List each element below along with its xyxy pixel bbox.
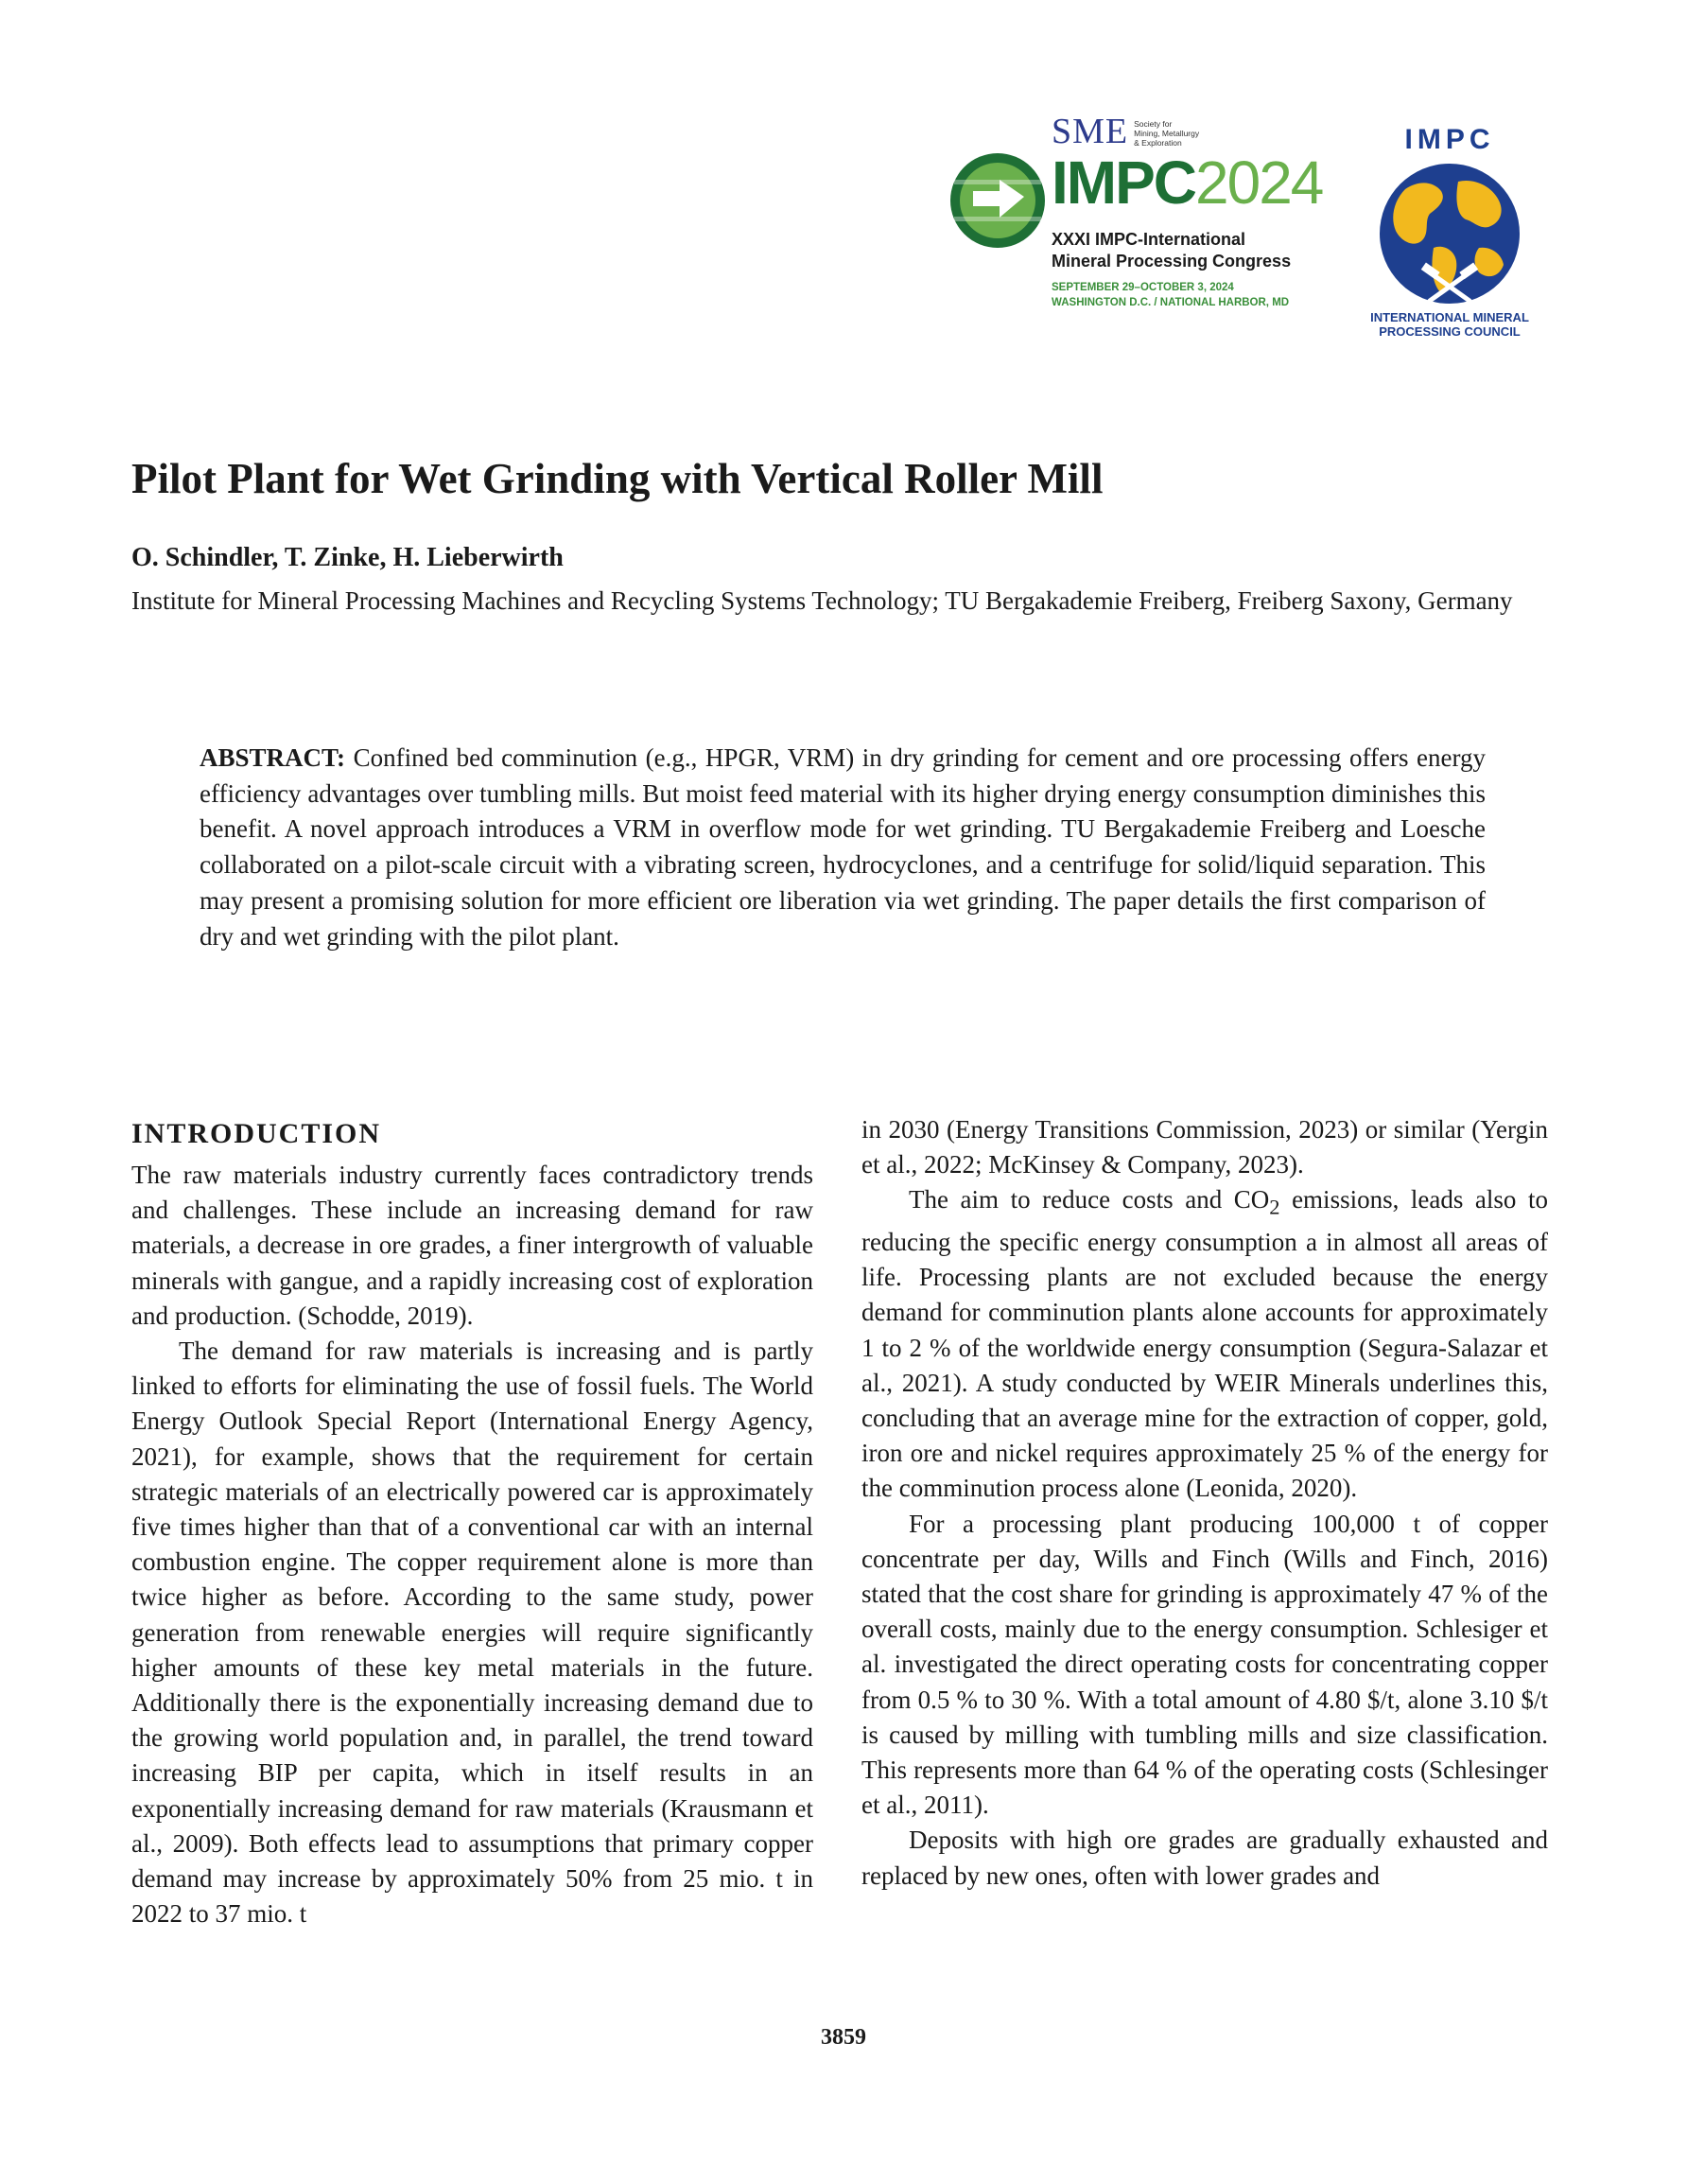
body-paragraph: The demand for raw materials is increasing and is partly linked to efforts for eliminating the use of fossil fuels. The World Energy Outlook Special Report (International Energy Agency, 2021), for example, shows that the requirement for certain strategic materials of an electrically powered car is approximately five times higher than that of a conventional car with an internal combustion engine. The copper requirement alone is more than twice higher as before. According to the same study, power generation from renewable energies will require significantly higher amounts of these key metal materials in the future. Additionally there is the exponentially increasing demand due to the growing world population and, in parallel, the trend toward increasing BIP per capita, which in itself results in an exponentially increasing demand for raw materials (Krausmann et al., 2009). Both effects lead to assumptions that primary copper demand may increase by approximately 50% from 25 mio. t in 2022 to 37 mio. t — [131, 1337, 813, 1929]
subscript: 2 — [1269, 1195, 1280, 1219]
body-paragraph: The aim to reduce costs and $CO_2$ emissions, leads also to reducing the specific energy consumption a in almost all areas of life. Processing plants are not excluded because the energy demand for comminution plants alone accounts for approximately 1 to 2 % of the worldwide energy consumption (Segura-Salazar et al., 2021). A study conducted by WEIR Minerals underlines this, concluding that an average mine for the extraction of copper, gold, iron ore and nickel requires approximately 25 % of the energy for the comminution process alone (Leonida, 2020). — [861, 1185, 1548, 1503]
page-number: 3859 — [821, 2025, 866, 2050]
paper-authors: O. Schindler, T. Zinke, H. Lieberwirth — [131, 543, 564, 572]
congress-date-location: SEPTEMBER 29–OCTOBER 3, 2024 WASHINGTON D.C. / NATIONAL HARBOR, MD — [1052, 282, 1290, 308]
section-heading-introduction: INTRODUCTION — [131, 1118, 382, 1149]
paper-title: Pilot Plant for Wet Grinding with Vertical Roller Mill — [131, 455, 1104, 502]
impc-arrow-badge-icon — [948, 151, 1047, 250]
sme-subtitle: Society for Mining, Metallurgy & Exploration — [1134, 119, 1200, 148]
congress-name: XXXI IMPC-International Mineral Processing Congress — [1052, 230, 1292, 271]
abstract-text: Confined bed comminution (e.g., HPGR, VRM) in dry grinding for cement and ore processing offers energy efficiency advantages over tumbling mills. But moist feed material with its higher drying energy consumption diminishes this benefit. A novel approach introduces a VRM in overflow mode for wet grinding. TU Bergakademie Freiberg and Loesche collaborated on a pilot-scale circuit with a vibrating screen, hydrocyclones, and a centrifuge for solid/liquid separation. This may present a promising solution for more efficient ore liberation via wet grinding. The paper details the first comparison of dry and wet grinding with the pilot plant. — [200, 743, 1486, 951]
impc-council-logo — [1358, 125, 1541, 339]
right-column — [861, 1112, 1548, 1894]
abstract — [200, 741, 1486, 954]
abstract-label: ABSTRACT: — [200, 743, 346, 772]
council-acronym: IMPC — [1404, 124, 1495, 155]
sme-logo — [1052, 114, 1199, 149]
globe-hammers-icon — [1367, 161, 1532, 306]
body-paragraph: For a processing plant producing 100,000 t of copper concentrate per day, Wills and Finch (Wills and Finch, 2016) stated that the cost share for grinding is approximately 47 % of the overall costs, mainly due to the energy consumption. Schlesiger et al. investigated the direct operating costs for concentrating copper from 0.5 % to 30 %. With a total amount of 4.80 $/t, alone 3.10 $/t is caused by milling with tumbling mills and size classification. This represents more than 64 % of the operating costs (Schlesinger et al., 2011). — [861, 1509, 1548, 1820]
body-paragraph: Deposits with high ore grades are gradually exhausted and replaced by new ones, often with lower grades and — [861, 1826, 1548, 1890]
impc-2024-title: IMPC2024 — [1052, 149, 1323, 217]
sme-wordmark: SME — [1052, 112, 1129, 151]
body-paragraph: The raw materials industry currently faces contradictory trends and challenges. These include an increasing demand for raw materials, a decrease in ore grades, a finer intergrowth of valuable minerals with gangue, and a rapidly increasing cost of exploration and production. (Schodde, 2019). — [131, 1161, 813, 1330]
body-paragraph: in 2030 (Energy Transitions Commission, 2023) or similar (Yergin et al., 2022; McKinsey & Company, 2023). — [861, 1115, 1548, 1179]
council-name: INTERNATIONAL MINERAL PROCESSING COUNCIL — [1370, 310, 1529, 339]
paper-affiliation: Institute for Mineral Processing Machines and Recycling Systems Technology; TU Bergakademie Freiberg, Freiberg Saxony, Germany — [131, 586, 1513, 615]
left-column — [131, 1158, 813, 1931]
